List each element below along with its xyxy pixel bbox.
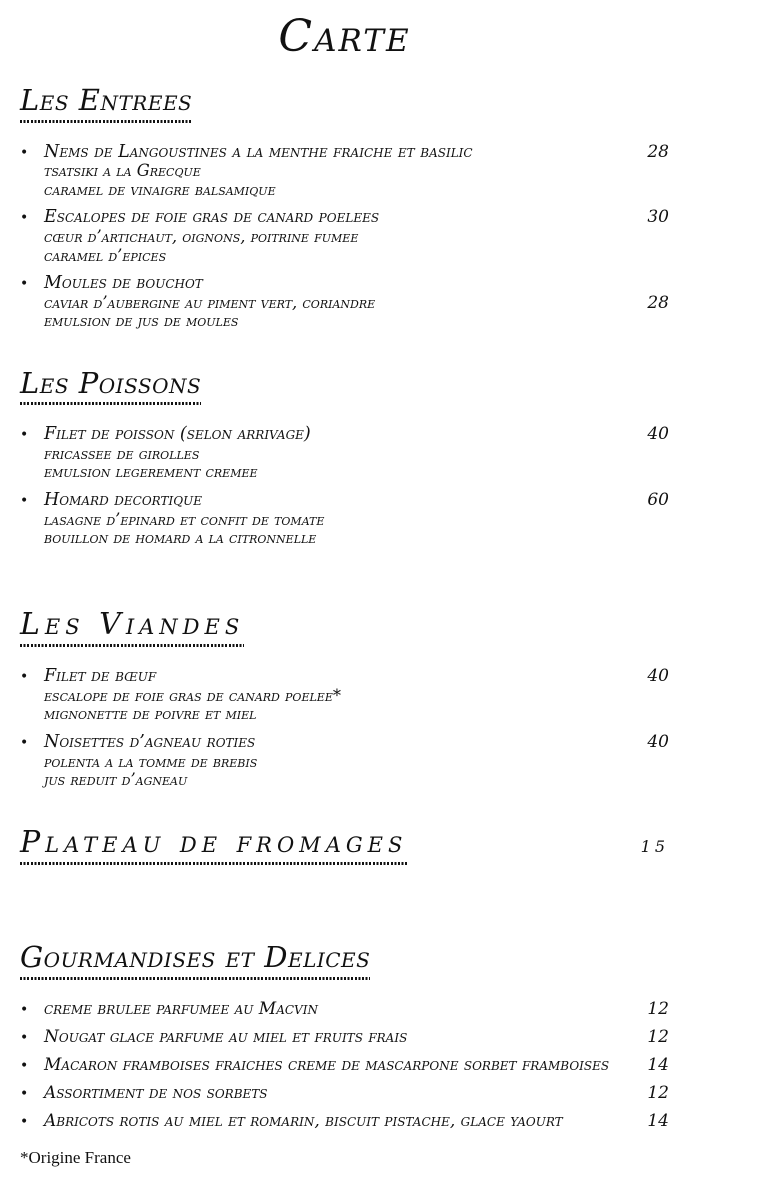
bullet-icon: • xyxy=(20,1057,29,1074)
section-plateau-head xyxy=(20,826,407,866)
bullet-icon: • xyxy=(20,1085,29,1102)
bullet-icon: • xyxy=(20,144,29,161)
item-price: 40 xyxy=(647,732,669,753)
bullet-icon: • xyxy=(20,735,29,752)
section-entrees-head xyxy=(20,84,669,122)
menu-item xyxy=(20,425,669,482)
menu-item xyxy=(20,1000,669,1020)
item-price: 12 xyxy=(647,1082,669,1103)
item-detail: emulsion legerement cremee xyxy=(44,462,258,482)
item-main-row xyxy=(20,425,669,445)
bullet-icon: • xyxy=(20,1001,29,1018)
section-heading-plateau: Plateau de fromages xyxy=(20,826,407,866)
item-detail-row xyxy=(20,753,669,772)
item-name: Filet de poisson (selon arrivage) xyxy=(44,424,311,445)
item-detail: fricassee de girolles xyxy=(44,443,200,463)
item-main-row xyxy=(20,733,669,753)
section-gourmandises-head xyxy=(20,941,669,979)
item-name: Nougat glace parfume au miel et fruits frais xyxy=(44,1026,408,1047)
item-name: Macaron framboises fraiches creme de mascarpone sorbet framboises xyxy=(44,1054,610,1075)
item-name: Moules de bouchot xyxy=(44,273,203,294)
item-name: Abricots rotis au miel et romarin, biscuit pistache, glace yaourt xyxy=(44,1111,563,1132)
item-detail: jus reduit d’agneau xyxy=(44,770,188,790)
item-detail-row xyxy=(20,687,669,706)
item-detail-row xyxy=(20,771,669,790)
item-detail-row xyxy=(20,445,669,464)
bullet-icon: • xyxy=(20,669,29,686)
menu-item xyxy=(20,667,669,724)
item-detail: escalope de foie gras de canard poelee* xyxy=(44,685,341,705)
item-detail: mignonette de poivre et miel xyxy=(44,704,257,724)
item-detail-row xyxy=(20,705,669,724)
section-gourmandises-items xyxy=(20,1000,669,1132)
menu-item xyxy=(20,491,669,548)
item-name: Assortiment de nos sorbets xyxy=(44,1082,268,1103)
page-title: Carte xyxy=(278,11,411,62)
item-price: 28 xyxy=(647,292,669,313)
item-price: 30 xyxy=(647,207,669,228)
menu-item xyxy=(20,1028,669,1048)
item-detail-row xyxy=(20,247,669,266)
bullet-icon: • xyxy=(20,1114,29,1131)
item-name: Homard decortique xyxy=(44,490,202,510)
section-plateau-row xyxy=(20,826,669,866)
item-detail: emulsion de jus de moules xyxy=(44,311,239,331)
item-detail-row xyxy=(20,529,669,548)
section-heading-poissons: Les Poissons xyxy=(20,367,201,405)
item-detail-row xyxy=(20,228,669,247)
item-price: 60 xyxy=(647,490,669,510)
item-price: 28 xyxy=(647,141,669,162)
bullet-icon: • xyxy=(20,210,29,227)
menu-item xyxy=(20,1056,669,1076)
section-heading-entrees: Les Entrees xyxy=(20,84,192,122)
item-price: 15 xyxy=(640,836,669,856)
menu-item xyxy=(20,208,669,265)
section-poissons-items xyxy=(20,425,669,548)
item-detail: caramel d’epices xyxy=(44,245,167,265)
footnote: *Origine France xyxy=(20,1147,131,1167)
section-viandes-items xyxy=(20,667,669,790)
item-detail-row xyxy=(20,463,669,482)
item-detail: polenta a la tomme de brebis xyxy=(44,751,258,771)
item-price: 14 xyxy=(647,1054,669,1075)
menu-item xyxy=(20,1084,669,1104)
item-detail-row xyxy=(20,162,669,181)
item-price: 12 xyxy=(647,998,669,1019)
item-detail-row xyxy=(20,181,669,200)
menu-item xyxy=(20,733,669,790)
item-price: 40 xyxy=(647,666,669,687)
section-heading-viandes: Les Viandes xyxy=(20,608,244,648)
menu-item xyxy=(20,1112,669,1132)
item-name: Filet de bœuf xyxy=(44,666,157,687)
item-detail: lasagne d’epinard et confit de tomate xyxy=(44,509,325,529)
section-entrees-items xyxy=(20,143,669,331)
item-price: 40 xyxy=(647,424,669,445)
item-main-row xyxy=(20,667,669,687)
bullet-icon: • xyxy=(20,427,29,444)
item-detail-row xyxy=(20,294,669,313)
bullet-icon: • xyxy=(20,276,29,293)
section-viandes-head xyxy=(20,608,669,648)
item-detail: caramel de vinaigre balsamique xyxy=(44,179,276,199)
bullet-icon: • xyxy=(20,493,29,509)
item-name: Escalopes de foie gras de canard poelees xyxy=(44,207,380,228)
item-main-row xyxy=(20,208,669,228)
item-detail: caviar d’aubergine au piment vert, coriandre xyxy=(44,292,376,312)
menu-item xyxy=(20,274,669,331)
item-main-row xyxy=(20,143,669,163)
item-detail: cœur d’artichaut, oignons, poitrine fumee xyxy=(44,226,359,246)
item-detail: tsatsiki a la Grecque xyxy=(44,161,201,181)
item-name: Noisettes d’agneau roties xyxy=(44,732,256,753)
item-price: 12 xyxy=(647,1026,669,1047)
item-detail: bouillon de homard a la citronnelle xyxy=(44,528,317,548)
item-main-row xyxy=(20,274,669,294)
item-name: creme brulee parfumee au Macvin xyxy=(44,998,318,1019)
menu-item xyxy=(20,143,669,200)
item-main-row xyxy=(20,491,669,511)
section-poissons-head xyxy=(20,367,669,405)
bullet-icon: • xyxy=(20,1029,29,1046)
item-price: 14 xyxy=(647,1111,669,1132)
item-name: Nems de Langoustines a la menthe fraiche et basilic xyxy=(44,141,473,162)
section-heading-gourmandises: Gourmandises et Delices xyxy=(20,941,370,979)
item-detail-row xyxy=(20,312,669,331)
item-detail-row xyxy=(20,511,669,530)
